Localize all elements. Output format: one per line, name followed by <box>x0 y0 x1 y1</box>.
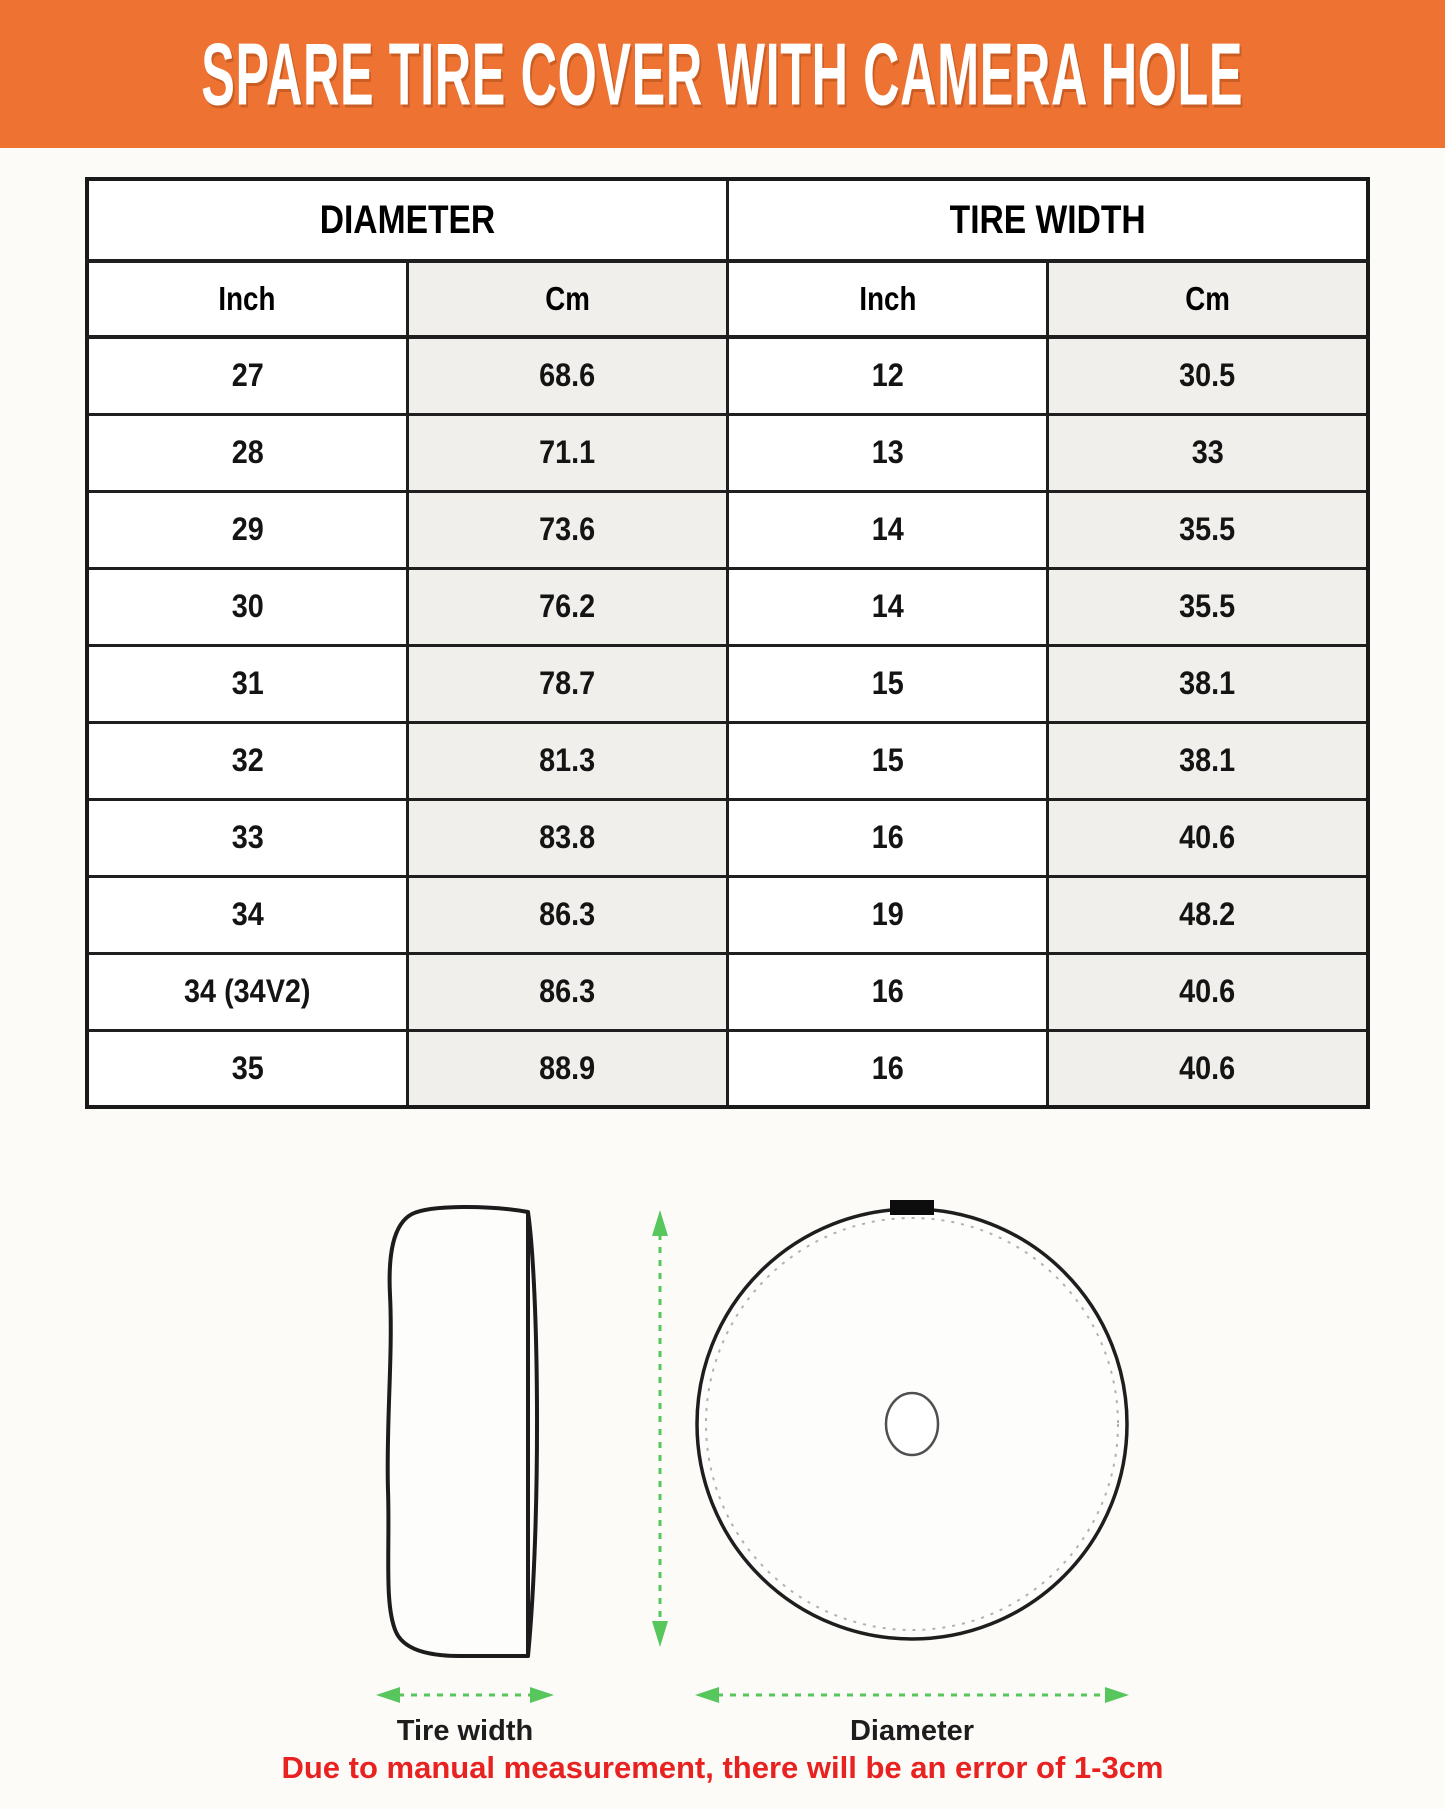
cell-diameter-inch: 30 <box>87 568 407 645</box>
cell-diameter-cm: 76.2 <box>407 568 727 645</box>
table-row <box>87 953 1368 1030</box>
table-row <box>87 491 1368 568</box>
table-row <box>87 568 1368 645</box>
cell-diameter-cm: 83.8 <box>407 799 727 876</box>
cell-tirewidth-inch: 16 <box>728 1030 1048 1107</box>
group-header-diameter: DIAMETER <box>87 179 728 261</box>
page-title: SPARE TIRE COVER WITH CAMERA HOLE <box>201 24 1244 123</box>
cell-tirewidth-inch: 12 <box>728 337 1048 414</box>
cell-diameter-inch: 31 <box>87 645 407 722</box>
cell-diameter-cm: 73.6 <box>407 491 727 568</box>
subheader-diameter-inch: Inch <box>87 261 407 337</box>
cell-tirewidth-cm: 38.1 <box>1048 645 1368 722</box>
cell-diameter-inch: 34 <box>87 876 407 953</box>
cell-tirewidth-inch: 15 <box>728 645 1048 722</box>
cell-diameter-cm: 88.9 <box>407 1030 727 1107</box>
table-row <box>87 722 1368 799</box>
cell-tirewidth-cm: 35.5 <box>1048 491 1368 568</box>
cell-diameter-cm: 68.6 <box>407 337 727 414</box>
tire-width-arrow <box>376 1687 554 1703</box>
cell-tirewidth-inch: 14 <box>728 491 1048 568</box>
cell-tirewidth-inch: 13 <box>728 414 1048 491</box>
cell-diameter-cm: 86.3 <box>407 953 727 1030</box>
table-row <box>87 645 1368 722</box>
cell-tirewidth-inch: 19 <box>728 876 1048 953</box>
measurement-disclaimer: Due to manual measurement, there will be an error of 1-3cm <box>281 1750 1164 1785</box>
table-row <box>87 876 1368 953</box>
cell-tirewidth-cm: 33 <box>1048 414 1368 491</box>
cell-tirewidth-inch: 14 <box>728 568 1048 645</box>
cell-diameter-inch: 33 <box>87 799 407 876</box>
cell-tirewidth-cm: 48.2 <box>1048 876 1368 953</box>
cell-tirewidth-cm: 40.6 <box>1048 953 1368 1030</box>
cell-tirewidth-cm: 40.6 <box>1048 1030 1368 1107</box>
group-header-tire-width: TIRE WIDTH <box>728 179 1369 261</box>
subheader-tirewidth-cm: Cm <box>1048 261 1368 337</box>
banner <box>0 0 1445 148</box>
table-group-header-row <box>87 179 1368 261</box>
cell-diameter-inch: 29 <box>87 491 407 568</box>
table-row <box>87 799 1368 876</box>
cell-tirewidth-cm: 38.1 <box>1048 722 1368 799</box>
tire-side-view <box>388 1207 537 1656</box>
cell-tirewidth-cm: 35.5 <box>1048 568 1368 645</box>
cell-diameter-inch: 35 <box>87 1030 407 1107</box>
cell-tirewidth-inch: 16 <box>728 953 1048 1030</box>
subheader-diameter-cm: Cm <box>407 261 727 337</box>
tire-diagram <box>0 1180 1445 1750</box>
cell-tirewidth-cm: 30.5 <box>1048 337 1368 414</box>
height-arrow <box>652 1210 668 1647</box>
top-marker-rect <box>890 1200 934 1215</box>
cell-diameter-inch: 34 (34V2) <box>87 953 407 1030</box>
size-table <box>85 177 1370 1109</box>
camera-hole-circle <box>886 1393 938 1455</box>
table-subheader-row <box>87 261 1368 337</box>
cell-diameter-cm: 81.3 <box>407 722 727 799</box>
cell-tirewidth-inch: 16 <box>728 799 1048 876</box>
cell-diameter-inch: 28 <box>87 414 407 491</box>
subheader-tirewidth-inch: Inch <box>728 261 1048 337</box>
tire-width-label: Tire width <box>396 1715 534 1747</box>
table-row <box>87 1030 1368 1107</box>
table-row <box>87 414 1368 491</box>
cell-tirewidth-inch: 15 <box>728 722 1048 799</box>
cell-diameter-inch: 32 <box>87 722 407 799</box>
cell-tirewidth-cm: 40.6 <box>1048 799 1368 876</box>
diameter-label: Diameter <box>849 1715 975 1747</box>
cell-diameter-cm: 78.7 <box>407 645 727 722</box>
table-row <box>87 337 1368 414</box>
diameter-arrow <box>695 1687 1129 1703</box>
cell-diameter-cm: 71.1 <box>407 414 727 491</box>
cell-diameter-cm: 86.3 <box>407 876 727 953</box>
cell-diameter-inch: 27 <box>87 337 407 414</box>
tire-front-view <box>697 1200 1127 1639</box>
